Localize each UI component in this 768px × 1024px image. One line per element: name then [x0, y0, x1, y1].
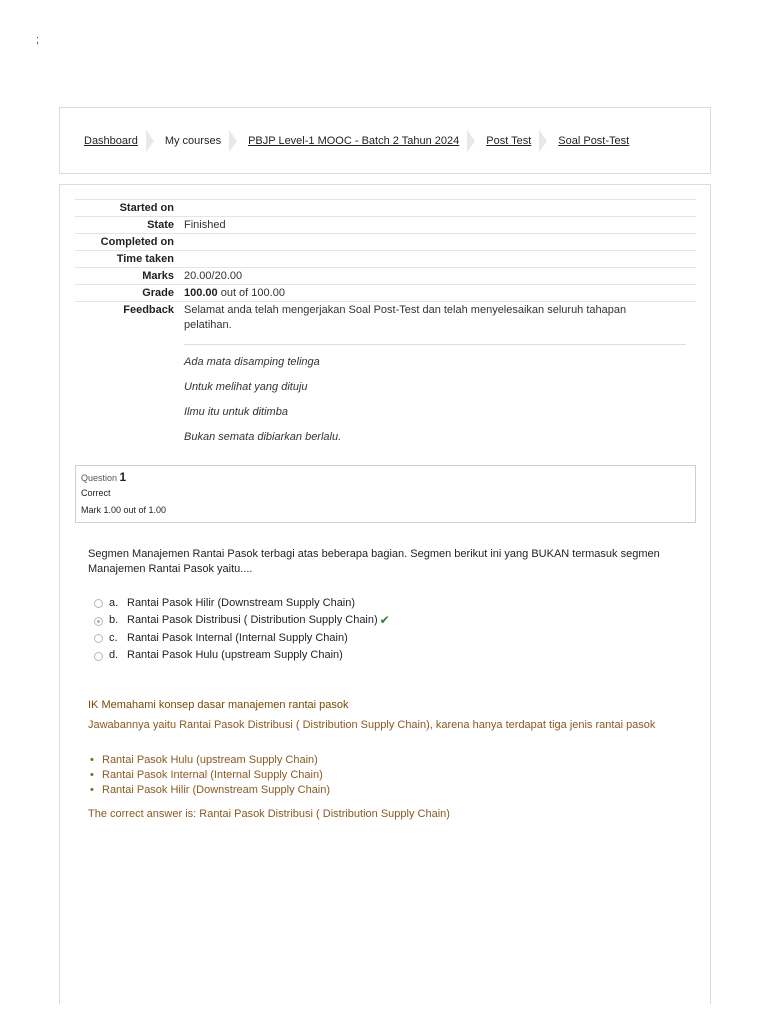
answer-option-d: [94, 647, 654, 665]
list-item: • Rantai Pasok Hulu (upstream Supply Chain): [88, 753, 678, 768]
grade-value: 100.00: [184, 287, 218, 299]
correct-check-icon: ✔: [379, 613, 390, 628]
answer-letter: d.: [109, 649, 119, 662]
breadcrumb-separator: [146, 130, 156, 152]
radio-button[interactable]: [94, 652, 103, 661]
summary-value: [174, 302, 696, 455]
summary-row-time-taken: [75, 250, 696, 267]
summary-label: Started on: [119, 202, 174, 214]
list-item: • Rantai Pasok Hilir (Downstream Supply Chain): [88, 783, 678, 798]
question-status: Correct: [81, 488, 111, 498]
attempt-summary-table: [75, 199, 696, 455]
quiz-review-panel: [59, 184, 711, 1004]
answer-text: Rantai Pasok Hilir (Downstream Supply Chain): [127, 596, 356, 609]
breadcrumb: [84, 130, 629, 152]
answer-text: Rantai Pasok Hulu (upstream Supply Chain): [127, 649, 343, 662]
question-text: Segmen Manajemen Rantai Pasok terbagi atas beberapa bagian. Segmen berikut ini yang BUKAN termasuk segmen Manajemen Rantai Pasok yaitu....: [88, 548, 660, 575]
summary-row-started: [75, 199, 696, 216]
general-feedback-list: [88, 753, 678, 798]
breadcrumb-container: [59, 107, 711, 174]
summary-label: State: [147, 219, 174, 231]
breadcrumb-separator: [539, 130, 549, 152]
answer-text: Rantai Pasok Distribusi ( Distribution Supply Chain): [127, 614, 378, 627]
summary-label: Feedback: [123, 304, 174, 316]
summary-label: Completed on: [100, 236, 174, 248]
feedback-poem-line: Untuk melihat yang dituju: [184, 381, 308, 393]
general-feedback-title: IK Memahami konsep dasar manajemen rantai pasok: [88, 699, 349, 711]
summary-value: Finished: [184, 219, 226, 231]
breadcrumb-soal-post-test[interactable]: Soal Post-Test: [558, 135, 630, 147]
feedback-poem-line: Bukan semata dibiarkan berlalu.: [184, 431, 342, 443]
answer-option-c: [94, 629, 654, 647]
answer-letter: a.: [109, 596, 119, 609]
summary-row-grade: [75, 284, 696, 301]
answer-option-a: [94, 594, 654, 612]
correct-answer-text: The correct answer is: Rantai Pasok Distribusi ( Distribution Supply Chain): [88, 808, 450, 820]
summary-label: Time taken: [116, 253, 174, 265]
general-feedback-explanation: Jawabannya yaitu Rantai Pasok Distribusi ( Distribution Supply Chain), karena hanya terdapat tiga jenis rantai pasok: [88, 719, 656, 731]
answer-letter: c.: [109, 631, 118, 644]
question-prefix: Question: [81, 473, 118, 483]
feedback-divider: [184, 344, 686, 345]
summary-label: Grade: [142, 287, 174, 299]
answer-letter: b.: [109, 614, 119, 627]
summary-value: 20.00/20.00: [184, 270, 243, 282]
feedback-text: Selamat anda telah mengerjakan Soal Post-Test dan telah menyelesaikan seluruh tahapan pelatihan.: [184, 304, 627, 331]
answer-option-b: [94, 612, 654, 630]
summary-value: [174, 251, 696, 267]
radio-button-selected[interactable]: [94, 617, 103, 626]
summary-value: [174, 234, 696, 250]
grade-out-of: out of 100.00: [217, 287, 285, 299]
feedback-poem-line: Ilmu itu untuk ditimba: [184, 406, 288, 418]
feedback-poem-line: Ada mata disamping telinga: [184, 356, 320, 368]
breadcrumb-separator: [467, 130, 477, 152]
summary-row-completed: [75, 233, 696, 250]
breadcrumb-dashboard[interactable]: Dashboard: [84, 135, 138, 147]
summary-row-state: [75, 216, 696, 233]
summary-label: Marks: [142, 270, 174, 282]
question-info-box: [75, 465, 696, 523]
radio-button[interactable]: [94, 599, 103, 608]
summary-value: [174, 285, 696, 301]
breadcrumb-post-test[interactable]: Post Test: [486, 135, 532, 147]
question-number-value: 1: [119, 470, 127, 484]
breadcrumb-course[interactable]: PBJP Level-1 MOOC - Batch 2 Tahun 2024: [248, 135, 460, 147]
radio-button[interactable]: [94, 634, 103, 643]
answer-options: [94, 594, 654, 664]
list-item: • Rantai Pasok Internal (Internal Supply Chain): [88, 768, 678, 783]
breadcrumb-separator: [229, 130, 239, 152]
summary-row-feedback: [75, 301, 696, 455]
question-mark: Mark 1.00 out of 1.00: [81, 505, 167, 515]
breadcrumb-my-courses: My courses: [164, 135, 222, 147]
summary-value: [174, 200, 696, 216]
answer-text: Rantai Pasok Internal (Internal Supply Chain): [127, 631, 348, 644]
question-number: [81, 470, 690, 485]
stray-semicolon: ;: [36, 34, 40, 46]
summary-row-marks: [75, 267, 696, 284]
